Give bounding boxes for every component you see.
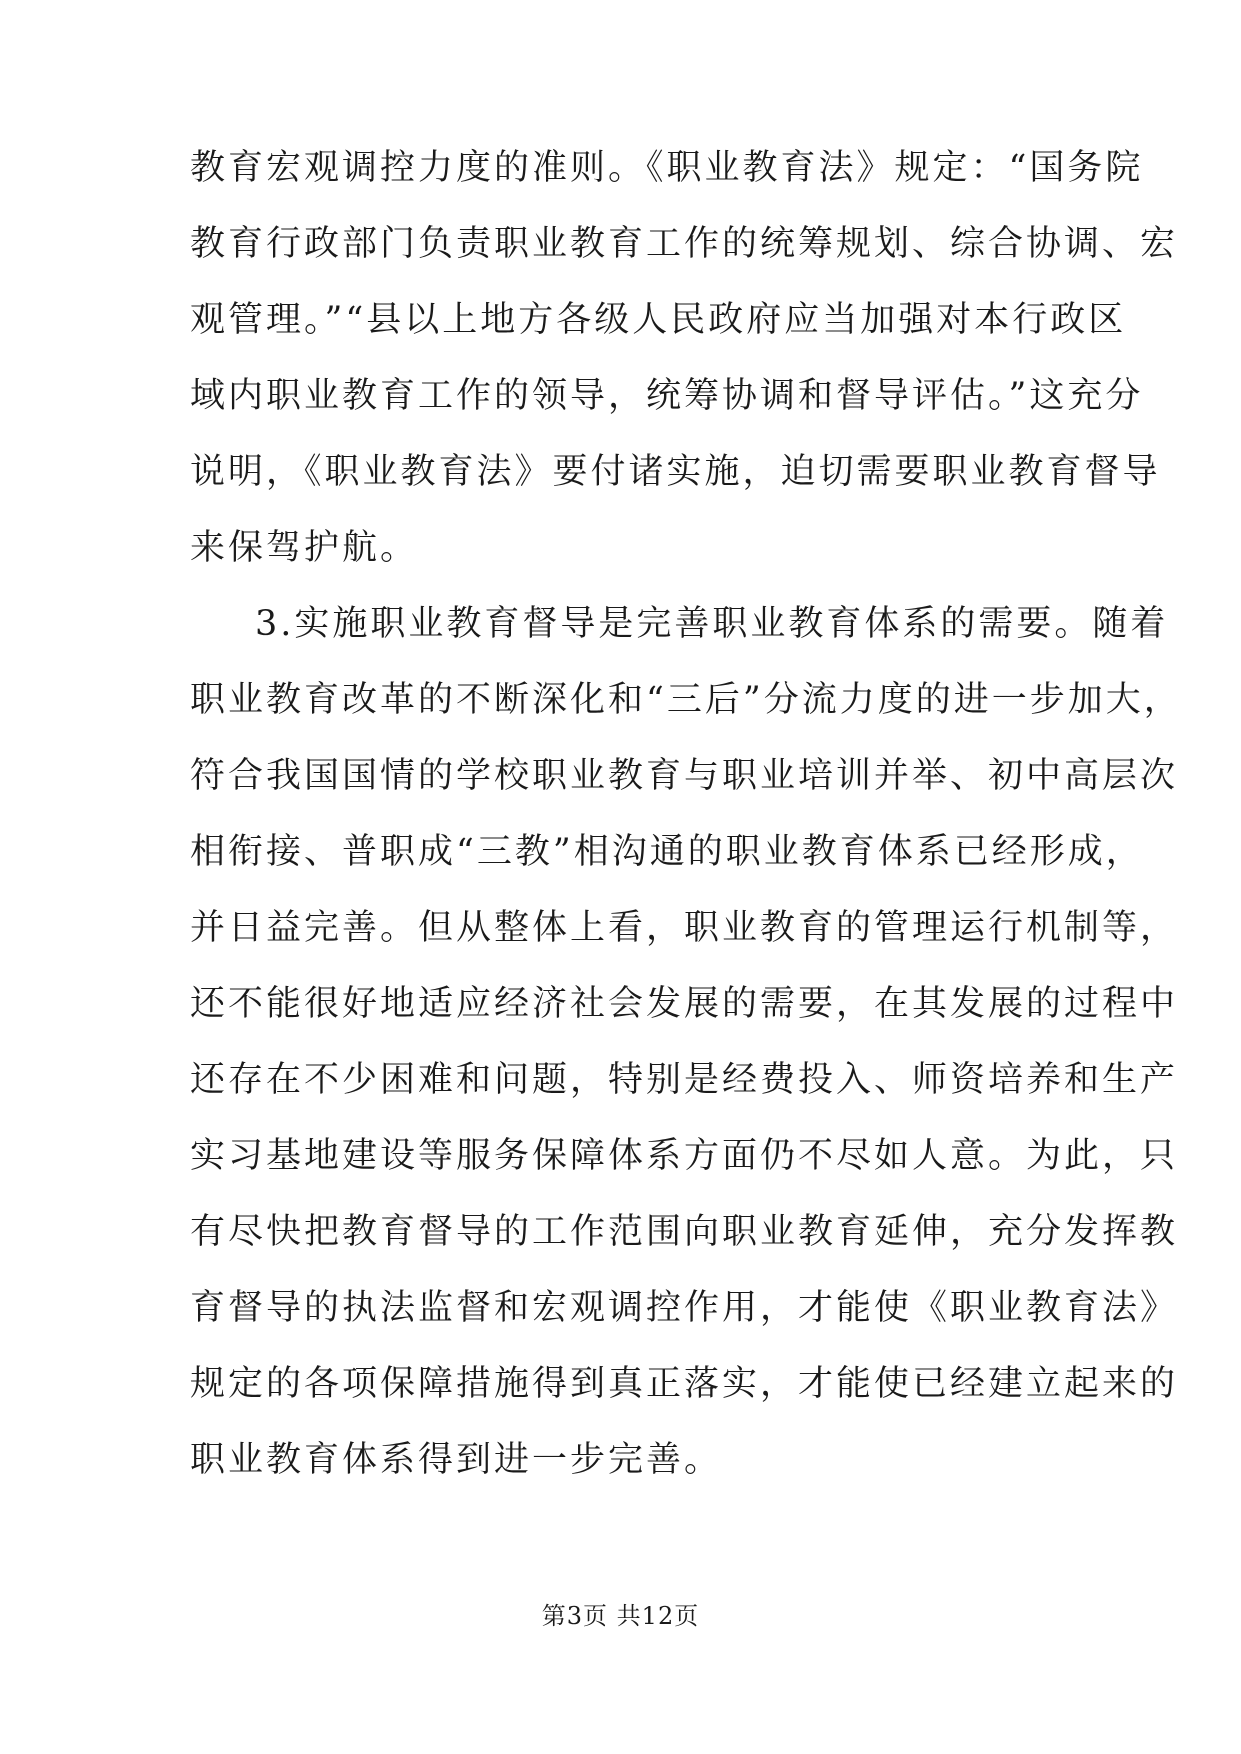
- text-line: 职业教育改革的不断深化和“三后”分流力度的进一步加大，: [190, 680, 1182, 720]
- text-line: 实习基地建设等服务保障体系方面仍不尽如人意。为此，只: [190, 1136, 1179, 1176]
- text-line: 规定的各项保障措施得到真正落实，才能使已经建立起来的: [190, 1364, 1179, 1404]
- text-line: 还存在不少困难和问题，特别是经费投入、师资培养和生产: [190, 1060, 1179, 1100]
- text-line: 教育宏观调控力度的准则。《职业教育法》规定：“国务院: [190, 148, 1144, 188]
- paragraph-first-line: 3.实施职业教育督导是完善职业教育体系的需要。随着: [255, 604, 1169, 644]
- text-line: 并日益完善。但从整体上看，职业教育的管理运行机制等，: [190, 908, 1179, 948]
- text-line: 域内职业教育工作的领导，统筹协调和督导评估。”这充分: [190, 376, 1144, 416]
- text-line: 符合我国国情的学校职业教育与职业培训并举、初中高层次: [190, 756, 1179, 796]
- text-line: 还不能很好地适应经济社会发展的需要，在其发展的过程中: [190, 984, 1179, 1024]
- text-line: 有尽快把教育督导的工作范围向职业教育延伸，充分发挥教: [190, 1212, 1179, 1252]
- text-line: 说明，《职业教育法》要付诸实施，迫切需要职业教育督导: [190, 452, 1161, 492]
- text-line: 观管理。”“县以上地方各级人民政府应当加强对本行政区: [190, 300, 1127, 340]
- text-line: 相衔接、普职成“三教”相沟通的职业教育体系已经形成，: [190, 832, 1144, 872]
- text-line: 育督导的执法监督和宏观调控作用，才能使《职业教育法》: [190, 1288, 1179, 1328]
- text-line: 教育行政部门负责职业教育工作的统筹规划、综合协调、宏: [190, 224, 1179, 264]
- page-number-footer: 第3页 共12页: [541, 1602, 700, 1630]
- text-line: 来保驾护航。: [190, 528, 419, 568]
- text-line: 职业教育体系得到进一步完善。: [190, 1440, 723, 1480]
